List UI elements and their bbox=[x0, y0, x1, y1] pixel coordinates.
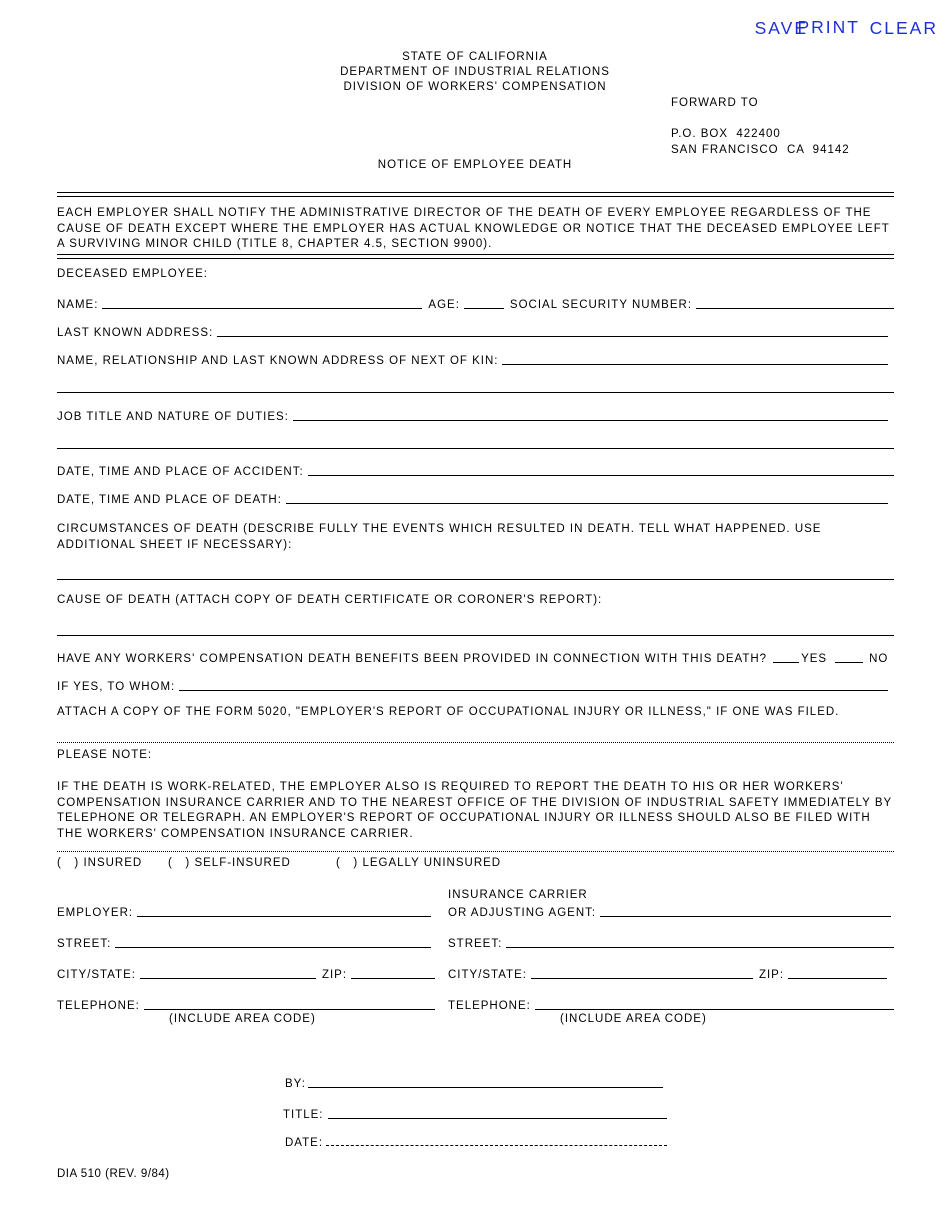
self-insured-option[interactable]: ( ) SELF-INSURED bbox=[168, 857, 291, 869]
kin-label: NAME, RELATIONSHIP AND LAST KNOWN ADDRESS OF NEXT OF KIN: bbox=[57, 355, 499, 367]
accident-row bbox=[57, 463, 894, 478]
dotted-rule bbox=[57, 851, 894, 852]
accident-label: DATE, TIME AND PLACE OF ACCIDENT: bbox=[57, 466, 304, 478]
carrier-field[interactable] bbox=[600, 904, 891, 917]
yes-label: YES bbox=[801, 653, 828, 665]
title-row bbox=[283, 1106, 667, 1121]
death-row bbox=[57, 491, 894, 506]
benefits-label: HAVE ANY WORKERS' COMPENSATION DEATH BENEFITS BEEN PROVIDED IN CONNECTION WITH THIS DEATH? bbox=[57, 653, 768, 665]
left-zip-field[interactable] bbox=[351, 966, 435, 979]
carrier-label-line2: OR ADJUSTING AGENT: bbox=[448, 907, 597, 919]
date-label: DATE: bbox=[285, 1137, 324, 1149]
ssn-field[interactable] bbox=[696, 296, 894, 309]
circumstances-label: CIRCUMSTANCES OF DEATH (DESCRIBE FULLY THE EVENTS WHICH RESULTED IN DEATH. TELL WHAT HAPPENED. USE ADDITIONAL SHEET IF NECESSARY): bbox=[57, 523, 822, 551]
double-rule bbox=[57, 192, 894, 197]
circumstances-field[interactable] bbox=[57, 578, 894, 580]
insured-option[interactable]: ( ) INSURED bbox=[57, 857, 143, 869]
by-label: BY: bbox=[285, 1078, 306, 1090]
save-button[interactable]: SAVE bbox=[754, 18, 808, 38]
page-title: NOTICE OF EMPLOYEE DEATH bbox=[377, 159, 573, 171]
kin-field[interactable] bbox=[502, 352, 888, 365]
job-field[interactable] bbox=[293, 408, 888, 421]
age-label: AGE: bbox=[428, 299, 460, 311]
header-department: DEPARTMENT OF INDUSTRIAL RELATIONS bbox=[340, 66, 610, 78]
title-field[interactable] bbox=[328, 1106, 667, 1119]
left-street-field[interactable] bbox=[115, 935, 431, 948]
employer-field[interactable] bbox=[137, 904, 431, 917]
right-tel-row bbox=[448, 997, 894, 1012]
title-label: TITLE: bbox=[283, 1109, 324, 1121]
carrier-row bbox=[448, 904, 891, 919]
print-button[interactable]: PRINT bbox=[797, 17, 860, 37]
name-row bbox=[57, 296, 894, 311]
ssn-label: SOCIAL SECURITY NUMBER: bbox=[509, 299, 693, 311]
death-field[interactable] bbox=[286, 491, 888, 504]
right-street-row bbox=[448, 935, 894, 950]
clear-button[interactable]: CLEAR bbox=[869, 18, 938, 38]
right-tel-label: TELEPHONE: bbox=[448, 1000, 531, 1012]
header-state: STATE OF CALIFORNIA bbox=[402, 51, 548, 63]
left-area-code-note: (INCLUDE AREA CODE) bbox=[169, 1013, 316, 1025]
right-city-label: CITY/STATE: bbox=[448, 969, 527, 981]
right-city-row bbox=[448, 966, 887, 981]
right-zip-label: ZIP: bbox=[758, 969, 785, 981]
name-field[interactable] bbox=[102, 296, 422, 309]
cause-label: CAUSE OF DEATH (ATTACH COPY OF DEATH CERTIFICATE OR CORONER'S REPORT): bbox=[57, 594, 603, 606]
no-field[interactable] bbox=[835, 650, 863, 663]
accident-field[interactable] bbox=[308, 463, 894, 476]
name-label: NAME: bbox=[57, 299, 99, 311]
attach-note: ATTACH A COPY OF THE FORM 5020, "EMPLOYER'S REPORT OF OCCUPATIONAL INJURY OR ILLNESS," IF ONE WAS FILED. bbox=[57, 706, 840, 718]
to-whom-row bbox=[57, 678, 894, 693]
left-city-field[interactable] bbox=[140, 966, 316, 979]
forward-to-label: FORWARD TO bbox=[671, 97, 759, 109]
to-whom-label: IF YES, TO WHOM: bbox=[57, 681, 176, 693]
double-rule bbox=[57, 254, 894, 259]
left-city-label: CITY/STATE: bbox=[57, 969, 136, 981]
left-tel-label: TELEPHONE: bbox=[57, 1000, 140, 1012]
right-zip-field[interactable] bbox=[788, 966, 887, 979]
right-city-field[interactable] bbox=[531, 966, 753, 979]
po-box: P.O. BOX 422400 bbox=[671, 128, 781, 140]
uninsured-option[interactable]: ( ) LEGALLY UNINSURED bbox=[336, 857, 502, 869]
date-row bbox=[285, 1137, 667, 1149]
right-tel-field[interactable] bbox=[535, 997, 894, 1010]
carrier-label-line1: INSURANCE CARRIER bbox=[448, 889, 588, 901]
date-field[interactable] bbox=[326, 1137, 667, 1146]
insured-label: INSURED bbox=[83, 857, 143, 869]
note-body: IF THE DEATH IS WORK-RELATED, THE EMPLOYER ALSO IS REQUIRED TO REPORT THE DEATH TO HIS OR HER WORKERS' COMPENSATION INSURANCE CARRIER AND TO THE NEAREST OFFICE OF THE DIVISION OF INDUSTRIAL SAFETY IMMEDIATELY BY TELEPHONE OR TELEGRAPH. AN EMPLOYER'S REPORT OF OCCUPATIONAL INJURY OR ILLNESS SHOULD ALSO BE FILED WITH THE WORKERS' COMPENSATION INSURANCE CARRIER. bbox=[57, 781, 892, 840]
left-tel-field[interactable] bbox=[144, 997, 435, 1010]
uninsured-label: LEGALLY UNINSURED bbox=[362, 857, 502, 869]
address-label: LAST KNOWN ADDRESS: bbox=[57, 327, 214, 339]
by-row bbox=[285, 1075, 663, 1090]
left-street-row bbox=[57, 935, 431, 950]
death-label: DATE, TIME AND PLACE OF DEATH: bbox=[57, 494, 282, 506]
cause-field[interactable] bbox=[57, 634, 894, 636]
job-field-line2[interactable] bbox=[57, 447, 894, 449]
dotted-rule bbox=[57, 742, 894, 743]
left-zip-label: ZIP: bbox=[321, 969, 348, 981]
note-heading: PLEASE NOTE: bbox=[57, 749, 153, 761]
right-street-label: STREET: bbox=[448, 938, 503, 950]
form-number: DIA 510 (REV. 9/84) bbox=[57, 1168, 170, 1180]
kin-field-line2[interactable] bbox=[57, 391, 894, 393]
employer-label: EMPLOYER: bbox=[57, 907, 134, 919]
left-city-row bbox=[57, 966, 435, 981]
age-field[interactable] bbox=[464, 296, 504, 309]
job-row bbox=[57, 408, 894, 423]
address-row bbox=[57, 324, 894, 339]
to-whom-field[interactable] bbox=[179, 678, 888, 691]
left-street-label: STREET: bbox=[57, 938, 112, 950]
header-division: DIVISION OF WORKERS' COMPENSATION bbox=[343, 81, 607, 93]
right-street-field[interactable] bbox=[506, 935, 894, 948]
left-tel-row bbox=[57, 997, 435, 1012]
by-field[interactable] bbox=[308, 1075, 663, 1088]
address-field[interactable] bbox=[217, 324, 888, 337]
section-deceased: DECEASED EMPLOYEE: bbox=[57, 268, 208, 280]
intro-text: EACH EMPLOYER SHALL NOTIFY THE ADMINISTRATIVE DIRECTOR OF THE DEATH OF EVERY EMPLOYEE REGARDLESS OF THE CAUSE OF DEATH EXCEPT WHERE THE EMPLOYER HAS ACTUAL KNOWLEDGE OR NOTICE THAT THE DECEASED EMPLOYEE LEFT A SURVIVING MINOR CHILD (TITLE 8, CHAPTER 4.5, SECTION 9900). bbox=[57, 207, 890, 250]
right-area-code-note: (INCLUDE AREA CODE) bbox=[560, 1013, 707, 1025]
kin-row bbox=[57, 352, 894, 367]
job-label: JOB TITLE AND NATURE OF DUTIES: bbox=[57, 411, 289, 423]
no-label: NO bbox=[869, 653, 889, 665]
employer-row bbox=[57, 904, 431, 919]
self-insured-label: SELF-INSURED bbox=[194, 857, 291, 869]
city-address: SAN FRANCISCO CA 94142 bbox=[671, 144, 850, 156]
benefits-row bbox=[57, 650, 894, 665]
yes-field[interactable] bbox=[773, 650, 799, 663]
